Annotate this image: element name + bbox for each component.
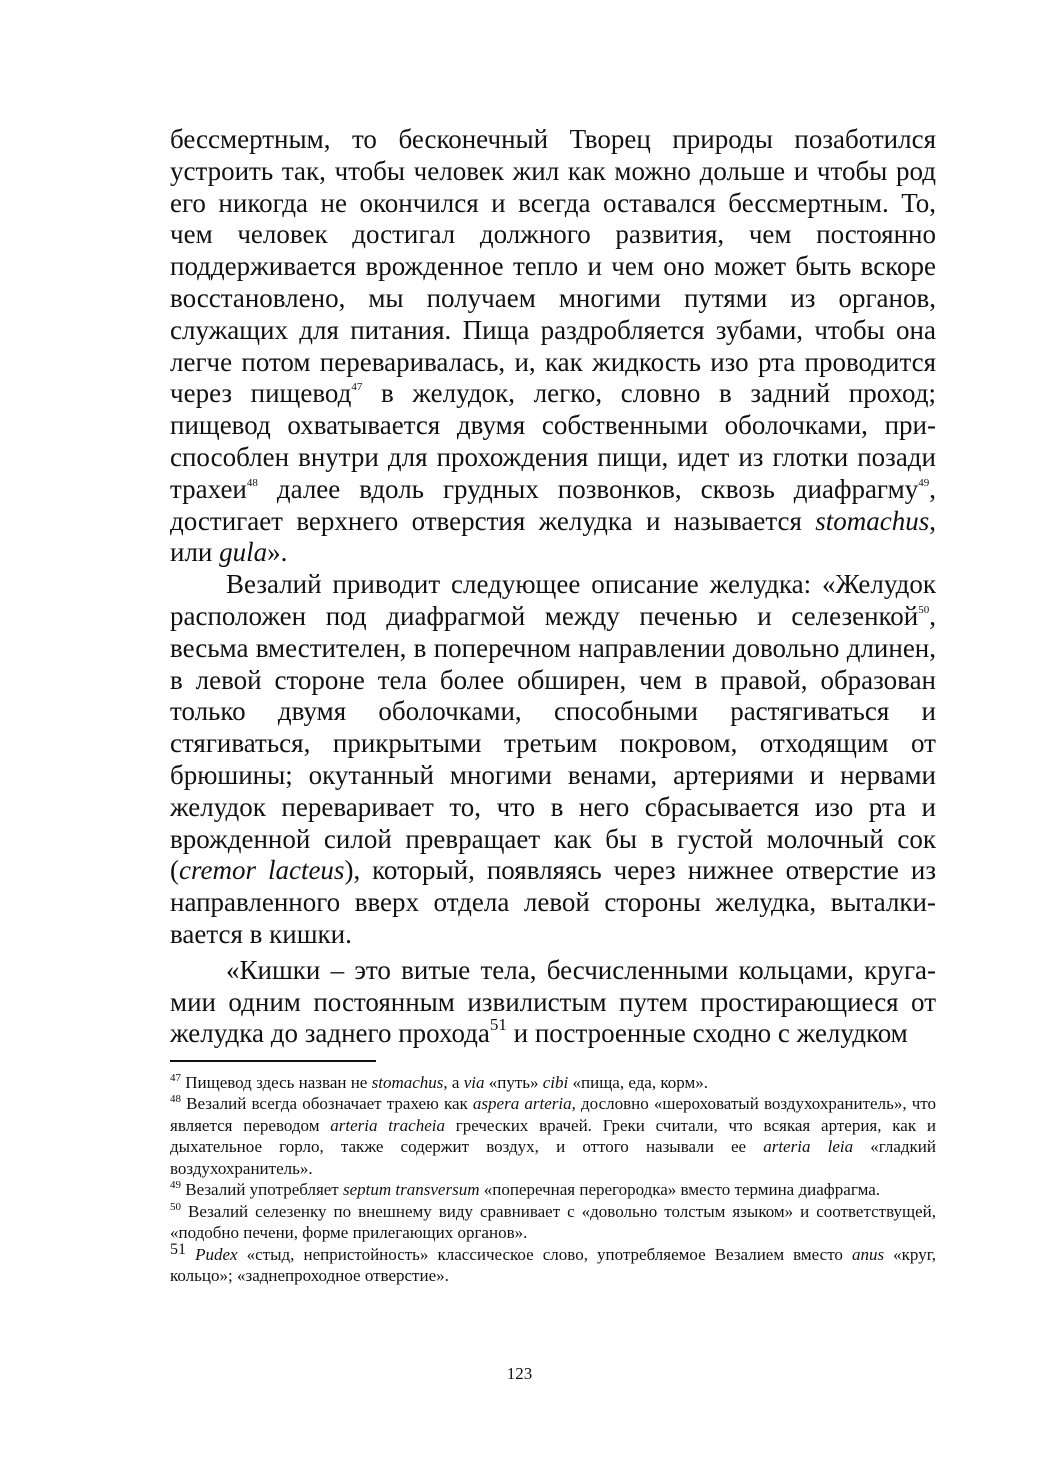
footnote-reference: 51: [489, 1015, 507, 1035]
footnote-mark: 47: [170, 1071, 181, 1084]
footnote-mark: 50: [170, 1200, 181, 1213]
text-run: далее вдоль грудных позвонков, сквозь диафрагму: [257, 473, 919, 504]
italic-term: septum transversum: [343, 1180, 480, 1200]
paragraph: [170, 569, 936, 951]
italic-term: via: [463, 1072, 485, 1092]
text-run: греческих врачей. Греки считали, что всякая артерия, как и дыхательное горло, также содержит воздух, и оттого называли ее: [170, 1115, 936, 1157]
italic-term: stomachus: [815, 505, 930, 536]
italic-term: arteria leia: [763, 1137, 854, 1157]
footnote-separator: [170, 1060, 376, 1062]
text-run: дословно «шероховатый воздухохранитель», что является переводом: [170, 1094, 936, 1135]
footnote-reference: 50: [918, 603, 930, 616]
footnote-mark: 49: [170, 1179, 181, 1192]
text-run: «поперечная перегородка» вместо термина диафрагма.: [479, 1180, 881, 1200]
italic-term: arteria tracheia: [330, 1115, 445, 1135]
italic-term: Pudex: [195, 1244, 238, 1264]
italic-term: aspera arteria,: [472, 1094, 576, 1114]
text-run: «круг, кольцо»; «заднепроходное отверстие».: [170, 1244, 937, 1286]
text-run: ), который, появляясь через нижнее отверстие из направленного вверх отдела левой стороны желудка, выталкивается в кишки.: [170, 855, 936, 949]
paragraph: [170, 955, 936, 1050]
footnote-49: [170, 1179, 936, 1201]
text-run: «пища, еда, корм».: [568, 1072, 708, 1092]
italic-term: stomachus: [371, 1072, 444, 1092]
footnote-reference: 47: [351, 381, 363, 394]
text-run: , или: [170, 505, 936, 568]
italic-term: cibi: [542, 1072, 569, 1092]
text-run: «гладкий воздухохранитель».: [170, 1137, 936, 1178]
text-run: Пищевод здесь назван не: [181, 1072, 372, 1092]
text-run: и построенные сходно с желудком: [506, 1018, 908, 1049]
footnote-47: [170, 1072, 936, 1094]
page-content: [170, 124, 936, 1287]
footnote-reference: 48: [246, 476, 258, 489]
text-run: , весьма вместителен, в поперечном направлении довольно длинен, в левой стороне тела более обширен, чем в правой, образован только двумя оболочками, способными растягиваться и стягиваться, прикрытыми третьим покровом, отходящим от брюшины; окутанный многими венами, артериями и нервами желудок переваривает то, что в него сбрасывается изо рта и врожденной силой превращает как бы в густой молочный сок (: [170, 600, 936, 886]
footnote-51: [170, 1240, 937, 1287]
footnote-48: [170, 1093, 936, 1179]
footnote-mark: 48: [170, 1093, 181, 1106]
text-run: «стыд, непристойность» классическое слово, употребляемое Везалием вместо: [237, 1244, 852, 1264]
paragraph: [170, 124, 936, 569]
footnote-reference: 49: [918, 476, 930, 489]
page-number: 123: [506, 1364, 533, 1383]
italic-term: cremor lacteus: [179, 855, 345, 886]
text-run: «путь»: [484, 1072, 543, 1092]
footnote-mark: 51: [170, 1240, 186, 1258]
text-run: бессмертным, то бесконечный Творец природы позаботился устроить так, чтобы человек жил как можно дольше и чтобы род его никогда не окончился и всегда оставался бессмертным. То, чем человек достигал должного развития, чем постоянно поддерживается врожденное тепло и чем оно может быть вскоре восстановлено, мы получаем многими путями из органов, служащих для питания. Пища раздробляется зубами, чтобы она легче потом переваривалась, и, как жидкость изо рта проводится через пищевод: [170, 124, 936, 409]
text-run: [186, 1245, 195, 1264]
main-text: [170, 124, 936, 1050]
text-run: , достигает верхнего отверстия желудка и называется: [170, 473, 936, 536]
text-run: ».: [267, 537, 288, 568]
text-run: Везалий употребляет: [181, 1180, 343, 1200]
text-run: Везалий приводит следующее описание желудка: «Желудок расположен под диафрагмой между печенью и селезенкой: [170, 569, 936, 631]
footnote-50: [170, 1201, 936, 1244]
footnotes: [170, 1072, 936, 1287]
text-run: Везалий всегда обозначает трахею как: [181, 1094, 473, 1114]
italic-term: gula: [219, 537, 268, 568]
text-run: Везалий селезенку по внешнему виду сравнивает с «довольно толстым языком» и соответствущей, «подобно печени, форме прилегающих органов».: [170, 1201, 936, 1243]
text-run: «Кишки – это витые тела, бесчисленными кольцами, кругамии одним постоянным извилистым путем простирающиеся от желудка до заднего прохода: [170, 954, 936, 1049]
text-run: , а: [443, 1072, 464, 1092]
text-run: в желудок, легко, словно в задний проход; пищевод охватывается двумя собственными оболочками, приспособлен внутри для прохождения пищи, идет из глотки позади трахеи: [170, 378, 936, 504]
italic-term: anus: [851, 1244, 885, 1264]
